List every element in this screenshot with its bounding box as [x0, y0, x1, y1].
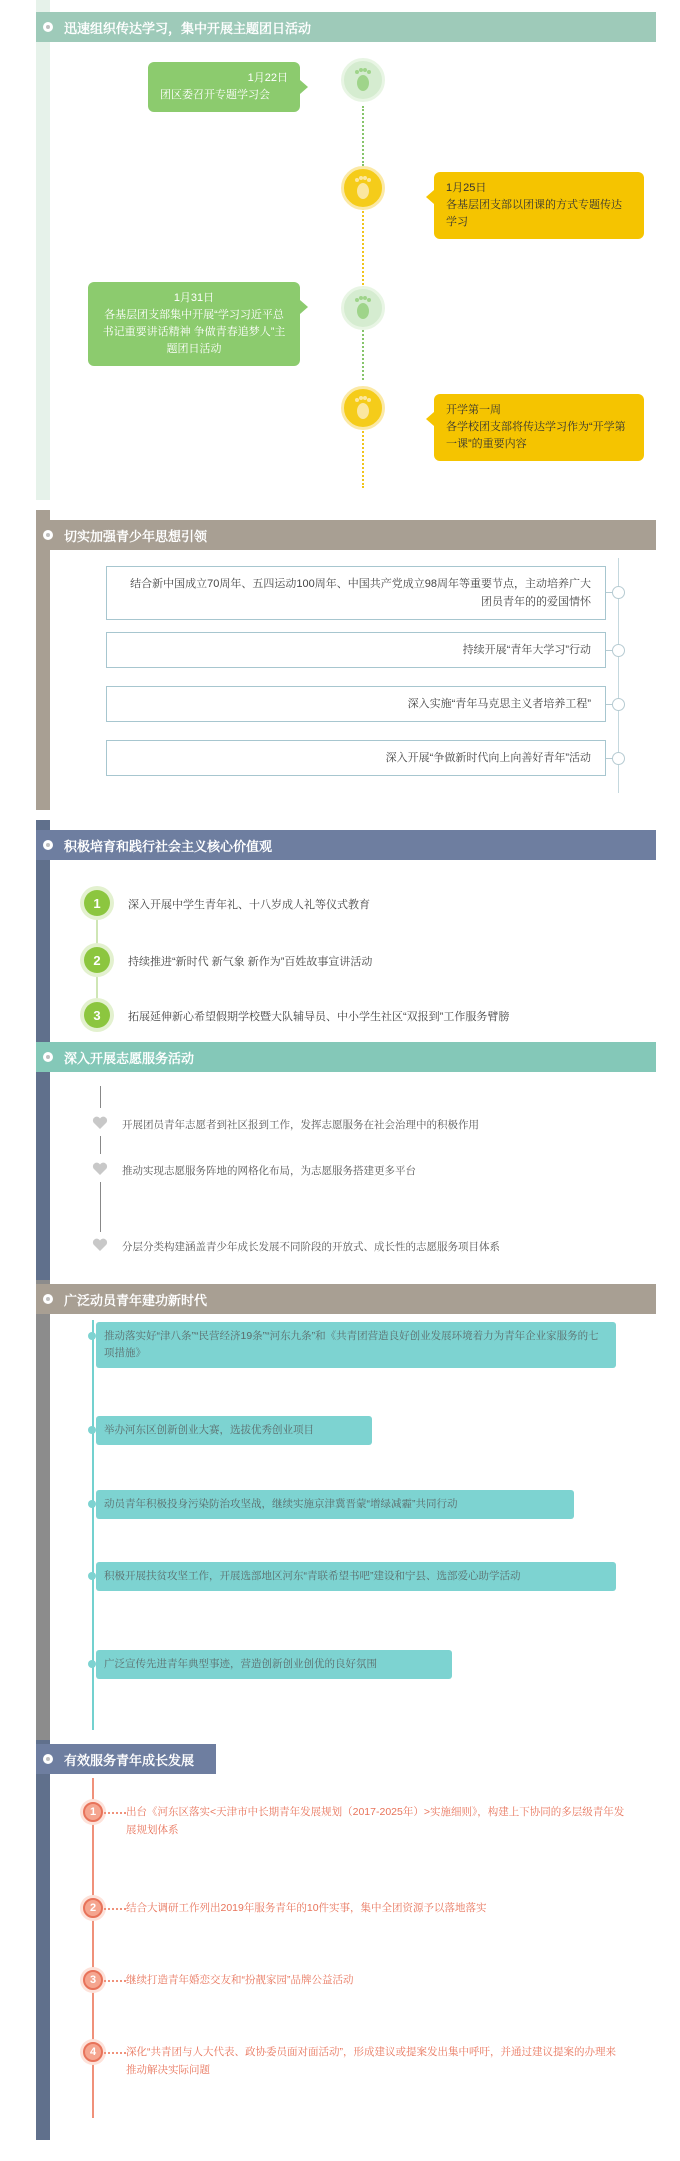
- list-item-text: 分层分类构建涵盖青少年成长发展不同阶段的开放式、成长性的志愿服务项目体系: [122, 1241, 500, 1253]
- node-circle-icon: [612, 586, 625, 599]
- divider: [100, 1086, 101, 1108]
- list-item: 结合新中国成立70周年、五四运动100周年、中国共产党成立98周年等重要节点，主动培养广大团员青年的的爱国情怀: [106, 566, 606, 620]
- section-title: 深入开展志愿服务活动: [64, 1050, 195, 1066]
- list-item-text: 开展团员青年志愿者到社区报到工作，发挥志愿服务在社会治理中的积极作用: [122, 1119, 479, 1131]
- section-header: [36, 1744, 216, 1774]
- number-badge: 1: [83, 1802, 103, 1822]
- section-rail: [36, 510, 50, 810]
- timeline-card-text: 各基层团支部集中开展“学习习近平总书记重要讲话精神 争做青春追梦人”主题团日活动: [102, 309, 286, 355]
- list-item-text: 深化“共青团与人大代表、政协委员面对面活动”，形成建议或提案发出集中呼吁，并通过建议提案的办理来推动解决实际问题: [126, 2046, 616, 2076]
- divider: [100, 1136, 101, 1154]
- bullet-icon: [43, 530, 53, 540]
- timeline-card-text: 团区委召开专题学习会: [160, 89, 270, 101]
- footprint-icon: [341, 58, 385, 102]
- timeline-card: 1月25日 各基层团支部以团课的方式专题传达学习: [434, 172, 644, 239]
- timeline-connector: [362, 106, 364, 166]
- list-item-text: 深入开展中学生青年礼、十八岁成人礼等仪式教育: [128, 899, 370, 911]
- timeline-connector: [362, 330, 364, 380]
- footprint-icon: [341, 386, 385, 430]
- footprint-icon: [341, 286, 385, 330]
- bullet-icon: [43, 22, 53, 32]
- node-circle-icon: [612, 644, 625, 657]
- section-header: [36, 520, 656, 550]
- timeline-line: [92, 1778, 94, 2118]
- list-item: 深入实施“青年马克思主义者培养工程”: [106, 686, 606, 722]
- footprint-icon: [341, 166, 385, 210]
- bullet-icon: [43, 1294, 53, 1304]
- timeline-line: [92, 1320, 94, 1730]
- timeline-connector: [362, 208, 364, 288]
- bullet-icon: [43, 1754, 53, 1764]
- section-2: [0, 510, 680, 810]
- list-item-text: 结合大调研工作列出2019年服务青年的10件实事，集中全团资源予以落地落实: [126, 1902, 487, 1914]
- list-item: 积极开展扶贫攻坚工作，开展选部地区河东“青联希望书吧”建设和宁县、选部爱心助学活动: [96, 1562, 616, 1591]
- list-item: 举办河东区创新创业大赛，选拔优秀创业项目: [96, 1416, 372, 1445]
- section-4: [0, 1040, 680, 1280]
- node-circle-icon: [612, 698, 625, 711]
- section-rail: [36, 1280, 50, 1740]
- timeline-card-text: 各学校团支部将传达学习作为“开学第一课”的重要内容: [446, 421, 626, 450]
- heart-icon: [92, 1238, 108, 1252]
- section-1: [0, 0, 680, 500]
- section-title: 广泛动员青年建功新时代: [64, 1292, 208, 1308]
- heart-icon: [92, 1116, 108, 1130]
- list-item-text: 继续打造青年婚恋交友和“扮靓家园”品牌公益活动: [126, 1974, 354, 1986]
- section-header: [36, 830, 656, 860]
- list-item-text: 持续推进“新时代 新气象 新作为”百姓故事宣讲活动: [128, 956, 373, 968]
- list-item: 推动落实好“津八条”“民营经济19条”“河东九条”和《共青团营造良好创业发展环境着力为青年企业家服务的七项措施》: [96, 1322, 616, 1368]
- section-rail: [36, 1040, 50, 1280]
- divider: [100, 1182, 101, 1232]
- list-item: 动员青年积极投身污染防治攻坚战，继续实施京津冀晋蒙“增绿减霾”共同行动: [96, 1490, 574, 1519]
- section-header: [36, 1284, 656, 1314]
- bullet-icon: [43, 840, 53, 850]
- list-item-text: 推动实现志愿服务阵地的网格化布局，为志愿服务搭建更多平台: [122, 1165, 416, 1177]
- section-6: [0, 1740, 680, 2161]
- bullet-icon: [43, 1052, 53, 1062]
- section-header: [36, 1042, 656, 1072]
- number-badge: 4: [83, 2042, 103, 2062]
- section-header: [36, 12, 656, 42]
- section-5: [0, 1280, 680, 1740]
- number-badge: 3: [84, 1002, 110, 1028]
- list-item-text: 拓展延伸新心希望假期学校暨大队辅导员、中小学生社区“双报到”工作服务臂膀: [128, 1011, 510, 1023]
- timeline-card: 1月31日 各基层团支部集中开展“学习习近平总书记重要讲话精神 争做青春追梦人”主题团日活动: [88, 282, 300, 366]
- number-badge: 3: [83, 1970, 103, 1990]
- timeline-card: 开学第一周 各学校团支部将传达学习作为“开学第一课”的重要内容: [434, 394, 644, 461]
- section-3: [0, 820, 680, 1040]
- number-badge: 1: [84, 890, 110, 916]
- number-badge: 2: [84, 947, 110, 973]
- section-rail: [36, 0, 50, 500]
- heart-icon: [92, 1162, 108, 1176]
- list-item: 广泛宣传先进青年典型事迹，营造创新创业创优的良好氛围: [96, 1650, 452, 1679]
- node-circle-icon: [612, 752, 625, 765]
- timeline-connector: [362, 424, 364, 488]
- number-badge: 2: [83, 1898, 103, 1918]
- section-title: 积极培育和践行社会主义核心价值观: [64, 838, 273, 854]
- section-title: 有效服务青年成长发展: [64, 1752, 195, 1768]
- list-item: 持续开展“青年大学习”行动: [106, 632, 606, 668]
- list-item: 深入开展“争做新时代向上向善好青年”活动: [106, 740, 606, 776]
- section-rail: [36, 1740, 50, 2140]
- section-title: 切实加强青少年思想引领: [64, 528, 208, 544]
- timeline-card-text: 各基层团支部以团课的方式专题传达学习: [446, 199, 622, 228]
- list-item-text: 出台《河东区落实<天津市中长期青年发展规划（2017-2025年）>实施细则》，构建上下协同的多层级青年发展规划体系: [126, 1806, 625, 1836]
- timeline-card: 1月22日 团区委召开专题学习会: [148, 62, 300, 112]
- section-title: 迅速组织传达学习，集中开展主题团日活动: [64, 20, 312, 36]
